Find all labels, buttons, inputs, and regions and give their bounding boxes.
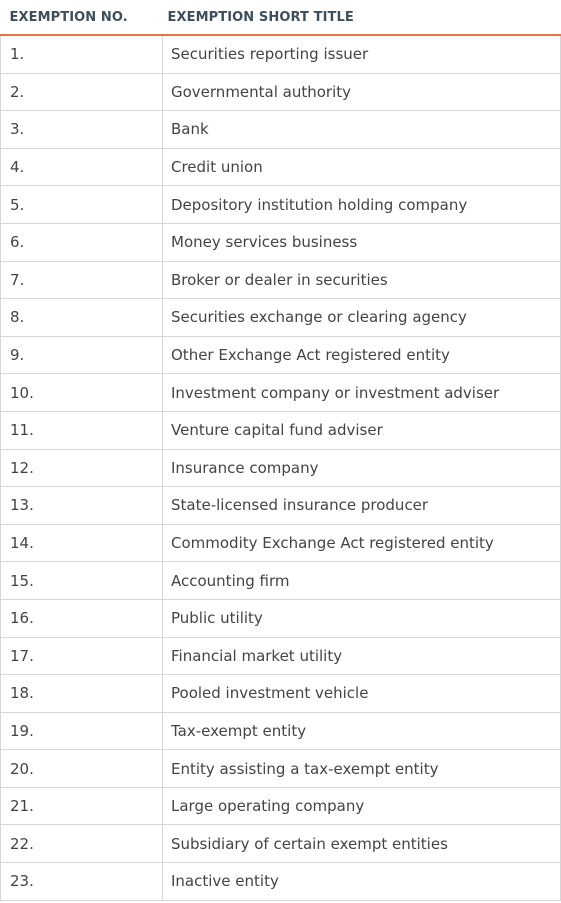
- exemption-title-cell: Accounting firm: [163, 562, 561, 600]
- exemption-number-cell: 17.: [1, 637, 163, 675]
- exemption-number-cell: 19.: [1, 712, 163, 750]
- exemption-number-cell: 5.: [1, 186, 163, 224]
- table-row: [1, 336, 561, 374]
- table-row: [1, 863, 561, 901]
- exemption-title-cell: Credit union: [163, 148, 561, 186]
- table-row: [1, 35, 561, 73]
- exemption-number-cell: 7.: [1, 261, 163, 299]
- exemption-number-cell: 10.: [1, 374, 163, 412]
- table-row: [1, 148, 561, 186]
- exemption-number-cell: 15.: [1, 562, 163, 600]
- exemption-title-cell: Bank: [163, 111, 561, 149]
- table-row: [1, 449, 561, 487]
- exemption-number-cell: 14.: [1, 524, 163, 562]
- exemption-number-cell: 9.: [1, 336, 163, 374]
- table-row: [1, 712, 561, 750]
- table-row: [1, 374, 561, 412]
- exemption-number-cell: 21.: [1, 787, 163, 825]
- header-exemption-title: EXEMPTION SHORT TITLE: [163, 0, 561, 35]
- exemption-number-cell: 1.: [1, 35, 163, 73]
- exemption-number-cell: 3.: [1, 111, 163, 149]
- exemption-title-cell: Securities exchange or clearing agency: [163, 299, 561, 337]
- table-row: [1, 73, 561, 111]
- table-row: [1, 411, 561, 449]
- exemption-number-cell: 22.: [1, 825, 163, 863]
- table-row: [1, 261, 561, 299]
- exemption-title-cell: Subsidiary of certain exempt entities: [163, 825, 561, 863]
- exemption-number-cell: 13.: [1, 487, 163, 525]
- exemption-title-cell: Money services business: [163, 223, 561, 261]
- exemption-number-cell: 6.: [1, 223, 163, 261]
- exemption-title-cell: Public utility: [163, 599, 561, 637]
- exemption-title-cell: Governmental authority: [163, 73, 561, 111]
- exemption-title-cell: Securities reporting issuer: [163, 35, 561, 73]
- table-row: [1, 562, 561, 600]
- table-row: [1, 750, 561, 788]
- exemption-number-cell: 2.: [1, 73, 163, 111]
- exemption-title-cell: Large operating company: [163, 787, 561, 825]
- exemption-number-cell: 12.: [1, 449, 163, 487]
- header-row: [1, 0, 561, 35]
- exemption-title-cell: Entity assisting a tax-exempt entity: [163, 750, 561, 788]
- exemption-title-cell: Commodity Exchange Act registered entity: [163, 524, 561, 562]
- table-row: [1, 675, 561, 713]
- exemption-title-cell: Broker or dealer in securities: [163, 261, 561, 299]
- exemption-title-cell: Other Exchange Act registered entity: [163, 336, 561, 374]
- table-row: [1, 637, 561, 675]
- table-row: [1, 487, 561, 525]
- exemption-number-cell: 4.: [1, 148, 163, 186]
- exemption-title-cell: State-licensed insurance producer: [163, 487, 561, 525]
- exemption-number-cell: 20.: [1, 750, 163, 788]
- exemption-title-cell: Investment company or investment adviser: [163, 374, 561, 412]
- exemption-title-cell: Insurance company: [163, 449, 561, 487]
- exemption-number-cell: 11.: [1, 411, 163, 449]
- exemption-title-cell: Pooled investment vehicle: [163, 675, 561, 713]
- exemption-title-cell: Inactive entity: [163, 863, 561, 901]
- exemption-number-cell: 23.: [1, 863, 163, 901]
- table-row: [1, 825, 561, 863]
- exemption-number-cell: 16.: [1, 599, 163, 637]
- table-row: [1, 599, 561, 637]
- table-row: [1, 186, 561, 224]
- header-exemption-number: EXEMPTION NO.: [1, 0, 163, 35]
- exemption-title-cell: Venture capital fund adviser: [163, 411, 561, 449]
- exemption-title-cell: Depository institution holding company: [163, 186, 561, 224]
- exemption-title-cell: Financial market utility: [163, 637, 561, 675]
- table-row: [1, 111, 561, 149]
- table-row: [1, 524, 561, 562]
- exemption-number-cell: 18.: [1, 675, 163, 713]
- table-body: [1, 35, 561, 900]
- exemption-title-cell: Tax-exempt entity: [163, 712, 561, 750]
- table-row: [1, 787, 561, 825]
- table-header: [1, 0, 561, 35]
- table-row: [1, 223, 561, 261]
- exemption-number-cell: 8.: [1, 299, 163, 337]
- table-row: [1, 299, 561, 337]
